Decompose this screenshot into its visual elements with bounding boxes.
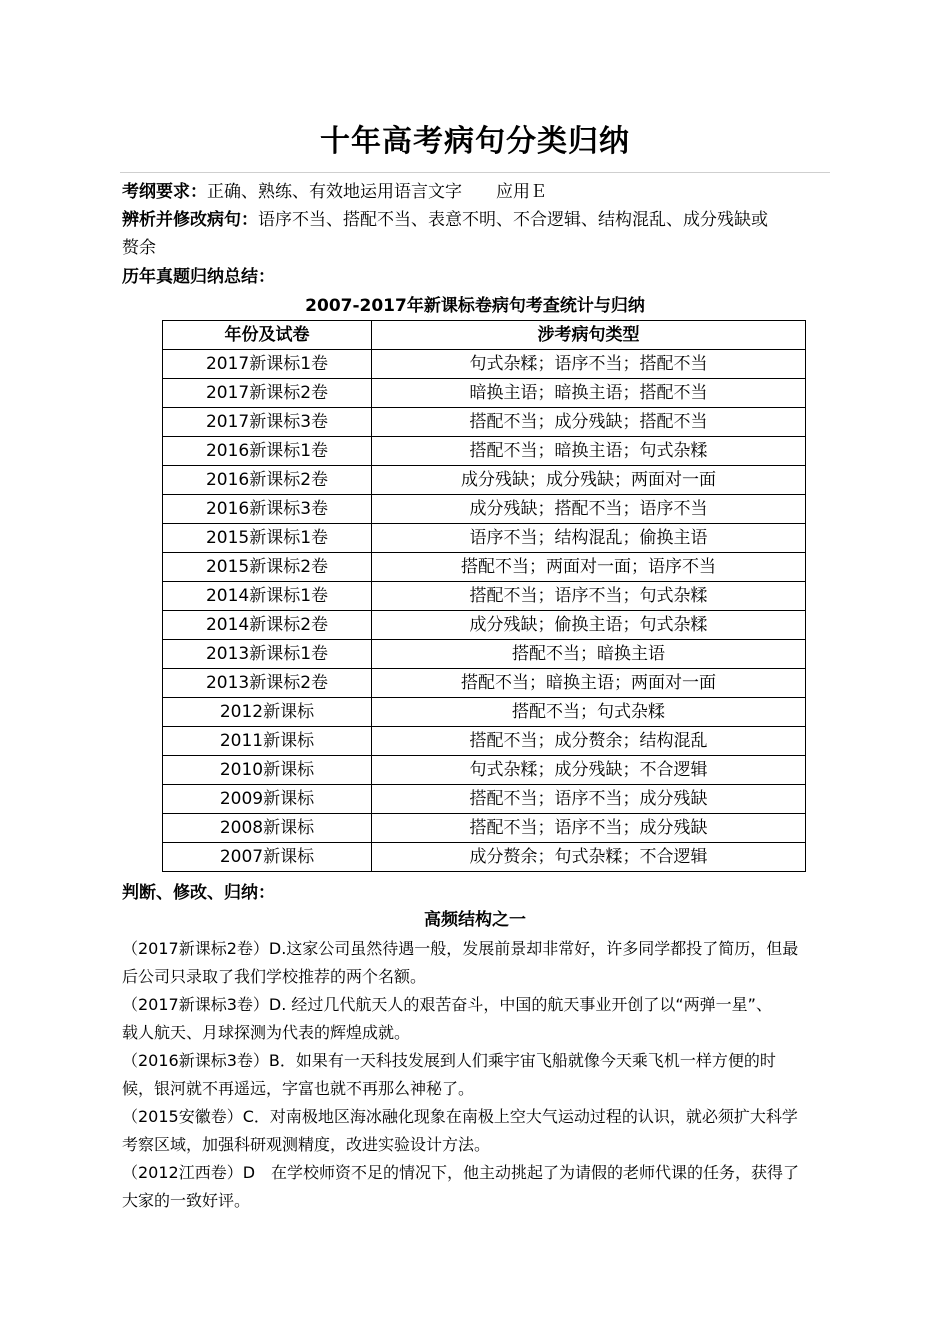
cell-error-types: 句式杂糅；成分残缺；不合逻辑 [372,756,806,785]
example-line: 候，银河就不再遥远，字富也就不再那么神秘了。 [122,1079,475,1098]
cell-year-paper: 2016新课标1卷 [163,437,372,466]
cell-error-types: 搭配不当；暗换主语；句式杂糅 [372,437,806,466]
column-header-types: 涉考病句类型 [372,321,806,350]
cell-error-types: 搭配不当；两面对一面；语序不当 [372,553,806,582]
cell-error-types: 搭配不当；暗换主语 [372,640,806,669]
cell-year-paper: 2009新课标 [163,785,372,814]
cell-year-paper: 2013新课标1卷 [163,640,372,669]
cell-error-types: 搭配不当；语序不当；成分残缺 [372,814,806,843]
table-row [163,669,806,698]
cell-year-paper: 2011新课标 [163,727,372,756]
table-header-row [163,321,806,350]
example-line: （2017新课标2卷）D.这家公司虽然待遇一般，发展前景却非常好，许多同学都投了简历，但最 [122,939,799,958]
cell-year-paper: 2014新课标2卷 [163,611,372,640]
summary-heading: 历年真题归纳总结： [122,267,275,287]
cell-year-paper: 2017新课标2卷 [163,379,372,408]
table-row [163,379,806,408]
table-row [163,698,806,727]
example-line: 载人航天、月球探测为代表的辉煌成就。 [122,1023,411,1042]
requirement-line [122,178,830,206]
cell-year-paper: 2007新课标 [163,843,372,872]
cell-error-types: 成分赘余；句式杂糅；不合逻辑 [372,843,806,872]
cell-error-types: 搭配不当；暗换主语；两面对一面 [372,669,806,698]
example-line: 大家的一致好评。 [122,1191,251,1210]
cell-error-types: 成分残缺；偷换主语；句式杂糅 [372,611,806,640]
table-row [163,553,806,582]
cell-year-paper: 2013新课标2卷 [163,669,372,698]
cell-error-types: 暗换主语；暗换主语；搭配不当 [372,379,806,408]
cell-year-paper: 2015新课标1卷 [163,524,372,553]
title-divider [120,172,830,173]
cell-year-paper: 2017新课标1卷 [163,350,372,379]
cell-error-types: 搭配不当；成分赘余；结构混乱 [372,727,806,756]
cell-year-paper: 2014新课标1卷 [163,582,372,611]
example-line: 考察区域，加强科研观测精度，改进实验设计方法。 [122,1135,491,1154]
cell-year-paper: 2016新课标2卷 [163,466,372,495]
cell-year-paper: 2015新课标2卷 [163,553,372,582]
table-row [163,408,806,437]
column-header-year: 年份及试卷 [163,321,372,350]
example-line: （2016新课标3卷）B．如果有一天科技发展到人们乘宇宙飞船就像今天乘飞机一样方便的时 [122,1051,776,1070]
table-body [163,350,806,872]
table-row [163,843,806,872]
analysis-text-line2: 赘余 [122,238,156,258]
example-item [122,935,830,991]
table-row [163,350,806,379]
analysis-line-2 [122,234,830,262]
cell-error-types: 语序不当；结构混乱；偷换主语 [372,524,806,553]
example-line: （2015安徽卷）C．对南极地区海冰融化现象在南极上空大气运动过程的认识，就必须扩大科学 [122,1107,798,1126]
table-row [163,611,806,640]
table-caption: 2007-2017年新课标卷病句考查统计与归纳 [305,296,645,316]
table-row [163,495,806,524]
example-item [122,1159,830,1215]
cell-year-paper: 2008新课标 [163,814,372,843]
analysis-label: 辨析并修改病句： [122,210,258,230]
example-item [122,1103,830,1159]
table-row [163,582,806,611]
cell-error-types: 成分残缺；搭配不当；语序不当 [372,495,806,524]
page-title: 十年高考病句分类归纳 [320,124,630,159]
example-item [122,1047,830,1103]
example-line: （2012江西卷）D 在学校师资不足的情况下，他主动挑起了为请假的老师代课的任务，获得了 [122,1163,800,1182]
cell-error-types: 句式杂糅；语序不当；搭配不当 [372,350,806,379]
requirement-label: 考纲要求： [122,182,207,202]
section-heading: 高频结构之一 [424,910,526,930]
cell-year-paper: 2016新课标3卷 [163,495,372,524]
exam-statistics-table [162,320,806,872]
example-line: 后公司只录取了我们学校推荐的两个名额。 [122,967,427,986]
table-row [163,814,806,843]
table-row [163,756,806,785]
table-row [163,640,806,669]
judge-heading: 判断、修改、归纳： [122,883,275,903]
cell-year-paper: 2017新课标3卷 [163,408,372,437]
cell-error-types: 搭配不当；句式杂糅 [372,698,806,727]
analysis-text-line1: 语序不当、搭配不当、表意不明、不合逻辑、结构混乱、成分残缺或 [258,210,768,230]
cell-year-paper: 2010新课标 [163,756,372,785]
example-item [122,991,830,1047]
cell-year-paper: 2012新课标 [163,698,372,727]
cell-error-types: 搭配不当；语序不当；句式杂糅 [372,582,806,611]
table-row [163,437,806,466]
cell-error-types: 搭配不当；语序不当；成分残缺 [372,785,806,814]
example-line: （2017新课标3卷）D. 经过几代航天人的艰苦奋斗，中国的航天事业开创了以“两弹一星”、 [122,995,772,1014]
table-row [163,785,806,814]
cell-error-types: 搭配不当；成分残缺；搭配不当 [372,408,806,437]
cell-error-types: 成分残缺；成分残缺；两面对一面 [372,466,806,495]
analysis-line [122,206,830,234]
table-row [163,466,806,495]
requirement-text: 正确、熟练、有效地运用语言文字 应用Ｅ [207,182,547,202]
table-row [163,524,806,553]
table-row [163,727,806,756]
